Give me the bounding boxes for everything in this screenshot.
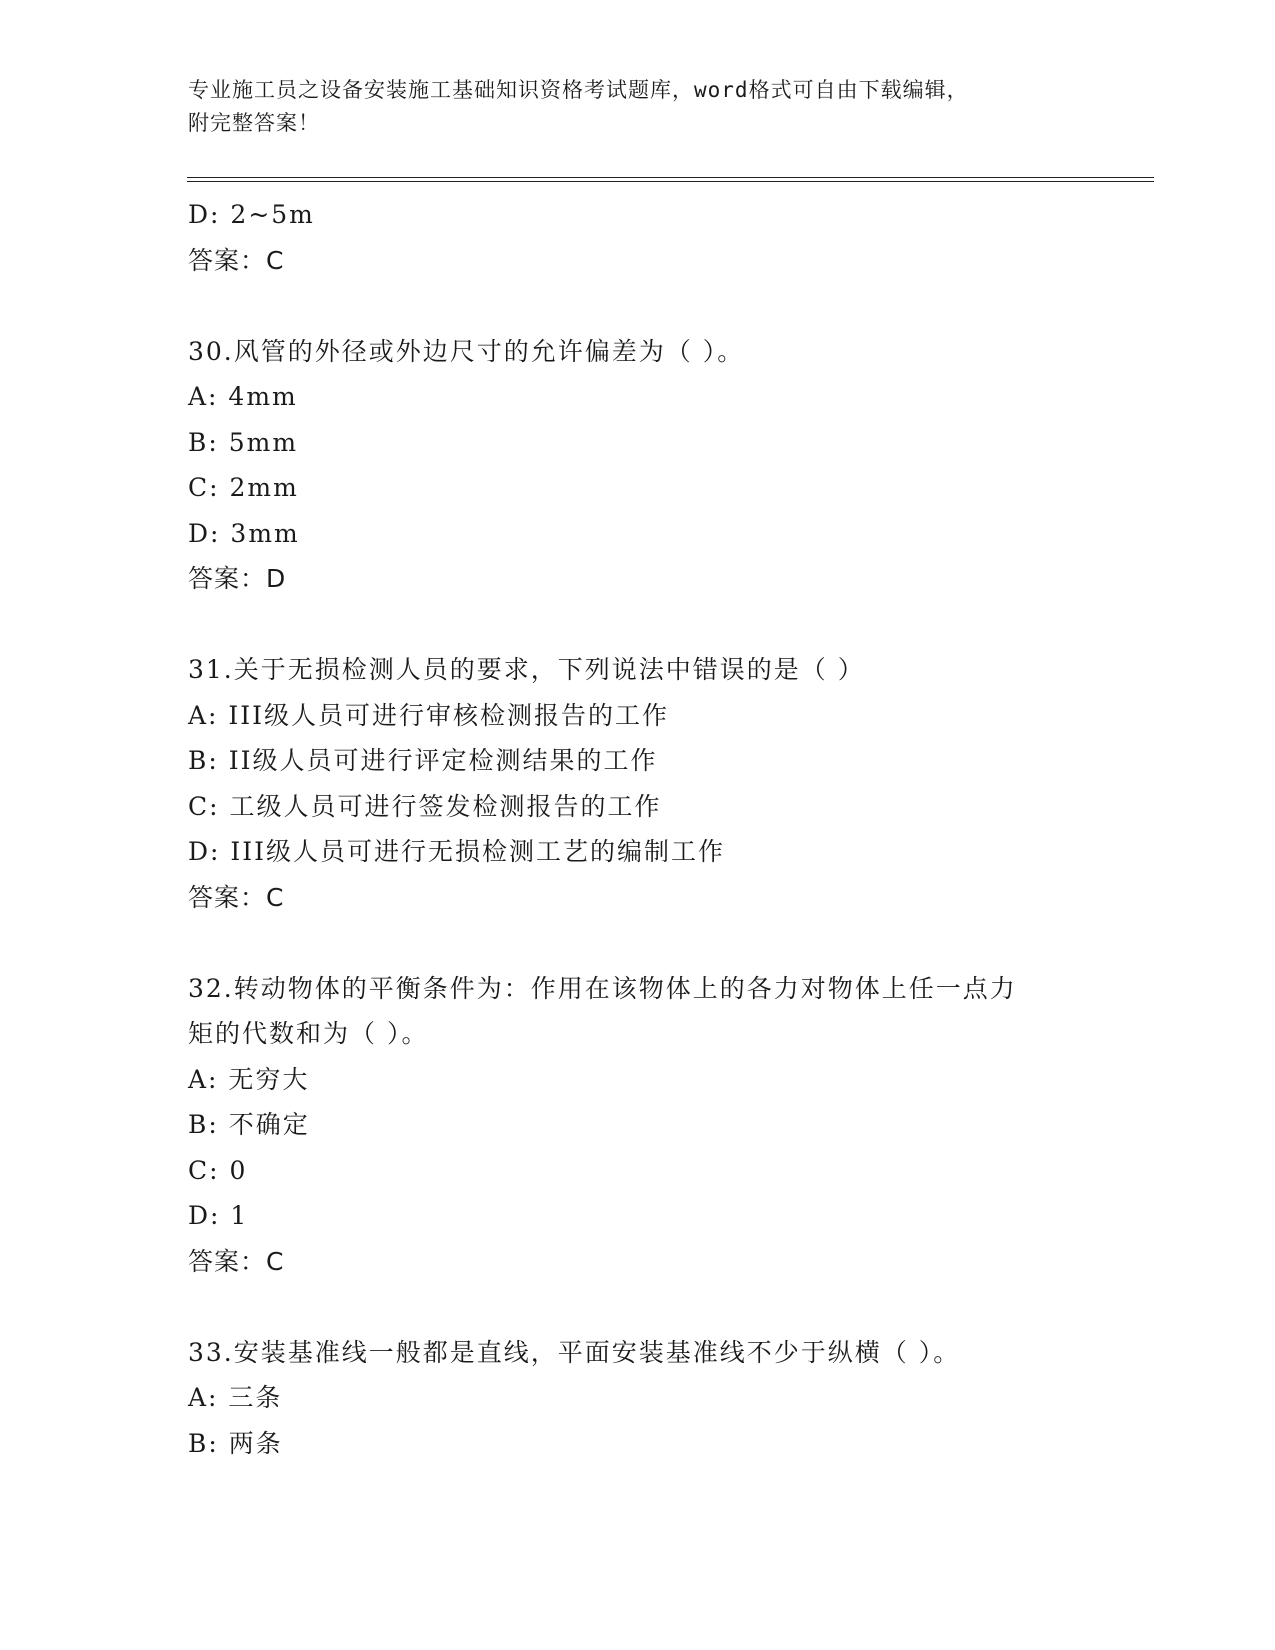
question-stem: 30.风管的外径或外边尺寸的允许偏差为（ ）。 (188, 336, 745, 366)
question-stem: 31.关于无损检测人员的要求，下列说法中错误的是（ ） (188, 655, 865, 684)
header-divider-top (187, 177, 1154, 178)
option-b: B: 不确定 (188, 1110, 310, 1139)
question-stem: 33.安装基准线一般都是直线，平面安装基准线不少于纵横（ ）。 (188, 1337, 961, 1367)
document-header (188, 74, 1068, 140)
spacer (188, 602, 1088, 648)
spacer (188, 283, 1088, 329)
option-c: C: 工级人员可进行签发检测报告的工作 (188, 791, 662, 821)
option-d: D: III级人员可进行无损检测工艺的编制工作 (188, 837, 726, 866)
header-line-2: 附完整答案！ (188, 111, 320, 135)
answer-line: 答案：D (188, 564, 287, 593)
option-d: D: 3mm (188, 518, 300, 548)
question-32 (188, 966, 1088, 1285)
option-b: B: 5mm (188, 427, 299, 457)
option-d: D: 2~5m (188, 200, 315, 229)
question-stem-line-1: 32.转动物体的平衡条件为：作用在该物体上的各力对物体上任一点力 (188, 973, 1017, 1003)
answer-line: 答案：C (188, 1246, 285, 1276)
option-a: A: 无穷大 (188, 1064, 310, 1094)
option-a: A: 4mm (188, 382, 298, 411)
document-body (188, 192, 1088, 1466)
answer-line: 答案：C (188, 245, 285, 275)
option-a: A: III级人员可进行审核检测报告的工作 (188, 700, 670, 730)
option-b: B: II级人员可进行评定检测结果的工作 (188, 746, 658, 775)
option-c: C: 2mm (188, 473, 299, 502)
header-line-1: 专业施工员之设备安装施工基础知识资格考试题库，word格式可自由下载编辑， (188, 78, 969, 102)
option-d: D: 1 (188, 1201, 249, 1230)
question-30 (188, 329, 1088, 602)
header-divider-bottom (187, 181, 1154, 182)
spacer (188, 1284, 1088, 1330)
question-29-tail (188, 192, 1088, 283)
spacer (188, 920, 1088, 966)
question-31 (188, 647, 1088, 920)
option-b: B: 两条 (188, 1428, 283, 1458)
question-33 (188, 1330, 1088, 1467)
option-c: C: 0 (188, 1155, 248, 1185)
option-a: A: 三条 (188, 1383, 283, 1412)
question-stem-line-2: 矩的代数和为（ ）。 (188, 1019, 429, 1048)
answer-line: 答案：C (188, 882, 285, 912)
